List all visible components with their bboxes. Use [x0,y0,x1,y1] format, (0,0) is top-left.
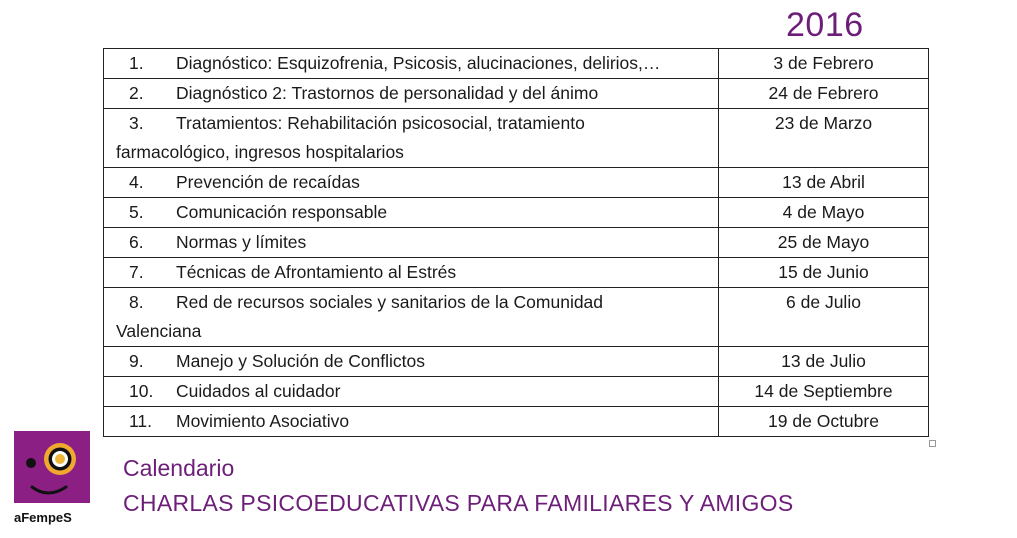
date-cell: 15 de Junio [719,258,929,288]
date-cell: 14 de Septiembre [719,377,929,407]
topic-text: Prevención de recaídas [176,172,360,192]
table-row [104,288,929,347]
date-cell: 19 de Octubre [719,407,929,437]
year-heading: 2016 [786,6,864,44]
topic-text: Técnicas de Afrontamiento al Estrés [176,262,457,282]
row-number: 4. [129,172,144,192]
table-row [104,377,929,407]
row-number: 2. [129,83,144,103]
table-row [104,79,929,109]
topic-cell [104,407,719,437]
topic-text: Diagnóstico 2: Trastornos de personalidad y del ánimo [176,83,599,103]
table-resize-handle[interactable] [929,440,936,447]
topic-cell [104,79,719,109]
logo-face-icon [14,431,90,503]
logo-text: aFempeS [14,510,72,525]
table-row [104,168,929,198]
date-cell: 6 de Julio [719,288,929,347]
row-number: 11. [129,411,153,431]
row-number: 5. [129,202,144,222]
date-cell: 3 de Febrero [719,49,929,79]
topic-cell [104,168,719,198]
table-row [104,198,929,228]
topic-text: Movimiento Asociativo [176,411,350,431]
row-number: 6. [129,232,144,252]
caption-subtitle: CHARLAS PSICOEDUCATIVAS PARA FAMILIARES Y AMIGOS [123,490,794,516]
topic-text-continued: Valenciana [116,321,202,341]
topic-text: Diagnóstico: Esquizofrenia, Psicosis, alucinaciones, delirios,… [176,53,661,73]
date-cell: 13 de Julio [719,347,929,377]
table-row [104,109,929,168]
table-row [104,347,929,377]
topic-text-continued: farmacológico, ingresos hospitalarios [116,142,404,162]
row-number: 10. [129,381,154,401]
date-cell: 25 de Mayo [719,228,929,258]
row-number: 1. [129,53,144,73]
topic-text: Red de recursos sociales y sanitarios de la Comunidad [176,292,604,312]
table-row [104,49,929,79]
table-row [104,258,929,288]
date-cell: 23 de Marzo [719,109,929,168]
table-row [104,407,929,437]
schedule-table [103,48,929,437]
topic-cell [104,49,719,79]
topic-text: Tratamientos: Rehabilitación psicosocial, tratamiento [176,113,585,133]
afempes-logo [14,431,90,503]
row-number: 8. [129,292,144,312]
date-cell: 13 de Abril [719,168,929,198]
topic-text: Cuidados al cuidador [176,381,341,401]
topic-text: Comunicación responsable [176,202,388,222]
topic-cell [104,258,719,288]
topic-text: Normas y límites [176,232,307,252]
topic-cell [104,228,719,258]
row-number: 9. [129,351,144,371]
topic-text: Manejo y Solución de Conflictos [176,351,426,371]
topic-cell [104,377,719,407]
table-row [104,228,929,258]
row-number: 3. [129,113,144,133]
topic-cell [104,109,719,168]
topic-cell [104,347,719,377]
topic-cell [104,198,719,228]
row-number: 7. [129,262,144,282]
caption-title: Calendario [123,455,235,481]
topic-cell [104,288,719,347]
date-cell: 4 de Mayo [719,198,929,228]
date-cell: 24 de Febrero [719,79,929,109]
